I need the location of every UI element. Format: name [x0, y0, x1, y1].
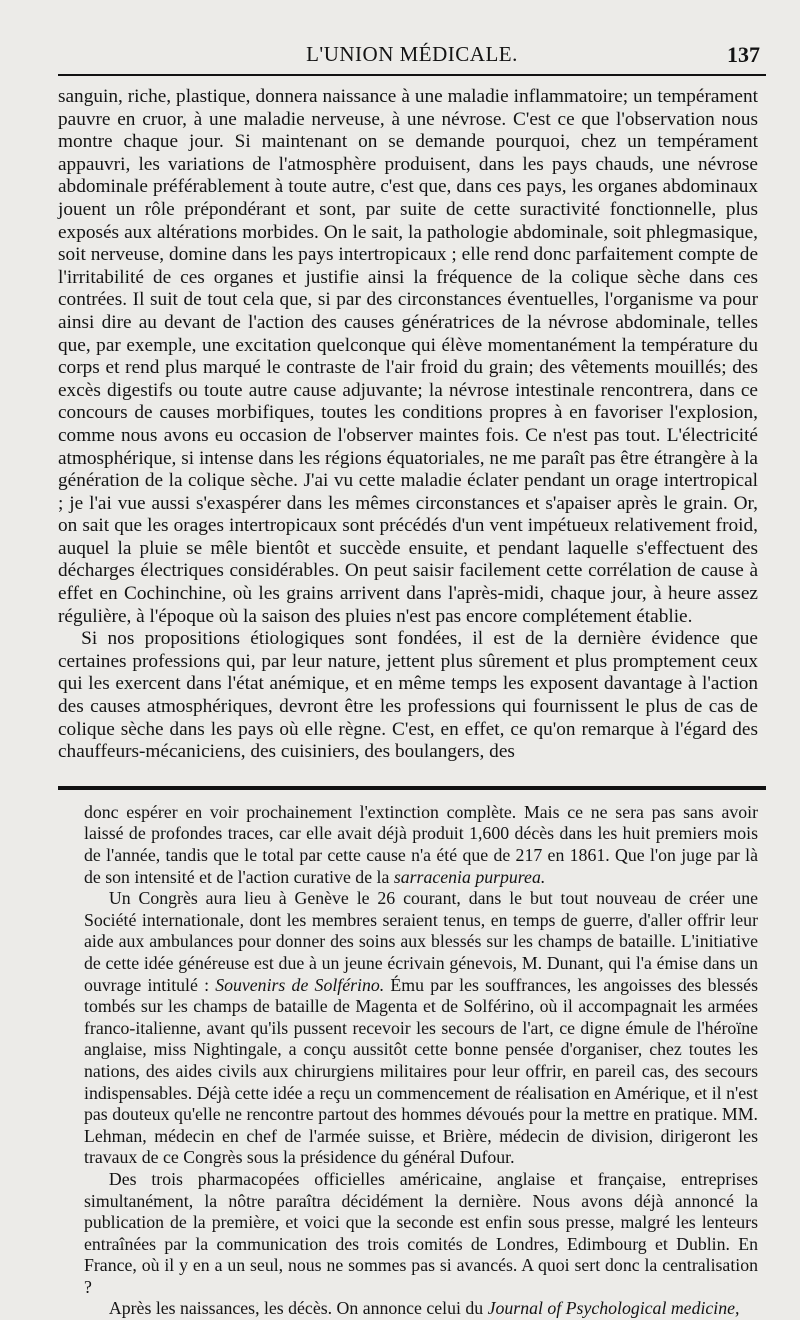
news-paragraph: Des trois pharmacopées officielles américaine, anglaise et française, entreprises simultanément, la nôtre paraîtra décidément la dernière. Nous avons déjà annoncé la publication de la première, et voici que la seconde est enfin sous presse, malgré les lenteurs entraînées par la communication des trois comités de Londres, Edimbourg et Dublin. En France, où il y en a un seul, nous ne sommes pas si avancés. A quoi sert donc la centralisation ? [84, 1168, 758, 1297]
news-paragraph [84, 888, 758, 1169]
news-italic: sarracenia purpurea. [393, 866, 546, 887]
news-column [84, 802, 758, 1320]
news-text: donc espérer en voir prochainement l'extinction complète. Mais ce ne sera pas sans avoir laissé de profondes traces, car elle avait déjà produit 1,600 décès dans les huit premiers mois de l'année, tandis que le total par cette cause n'a été que de 217 en 1861. Que l'on juge par là de son intensité et de l'action curative de la [84, 801, 758, 887]
news-italic: Journal of Psychological medicine, [487, 1298, 740, 1319]
news-text: Ému par les souffrances, les angoisses des blessés tombés sur les champs de bataille de Magenta et de Solférino, où il accompagnait les armées franco-italienne, avant qu'ils pussent recevoir les secours de l'art, ce digne émule de l'héroïne anglaise, miss Nightingale, a conçu aussitôt cette bonne pensée d'organiser, chez toutes les nations, des aides civils aux chirurgiens militaires pour leur offrir, en pareil cas, des secours indispensables. Déjà cette idée a reçu un commencement de réalisation en Amérique, et il n'est pas douteux qu'elle ne rencontre partout des hommes dévoués pour la mettre en pratique. MM. Lehman, médecin en chef de l'armée suisse, et Brière, médecin de division, dirigeront les travaux de ce Congrès sous la présidence du général Dufour. [84, 974, 758, 1168]
news-paragraph [84, 1298, 758, 1320]
news-italic: Souvenirs de Solférino. [215, 974, 385, 995]
section-divider [58, 786, 766, 790]
news-text: Après les naissances, les décès. On annonce celui du [108, 1298, 488, 1319]
news-paragraph [84, 802, 758, 888]
main-paragraph: Si nos propositions étiologiques sont fondées, il est de la dernière évidence que certaines professions qui, par leur nature, jettent plus sûrement et plus promptement ceux qui les exercent dans l'état anémique, et en même temps les exposent davantage à l'action des causes atmosphériques, devront être les professions qui fournissent le plus de cas de colique sèche dans les pays où elle règne. C'est, en effet, ce qu'on remarque à l'égard des chauffeurs-mécaniciens, des cuisiniers, des boulangers, des [58, 628, 758, 763]
page-header [58, 38, 766, 76]
page-number: 137 [727, 42, 760, 67]
main-text [58, 86, 758, 764]
news-text: Un Congrès aura lieu à Genève le 26 courant, dans le but tout nouveau de créer une Société internationale, dont les membres seraient tenus, en temps de guerre, d'aller offrir leur aide aux ambulances pour donner des soins aux blessés sur les champs de bataille. L'initiative de cette idée généreuse est due à un jeune écrivain génevois, M. Dunant, qui l'a émise dans un ouvrage intitulé : [84, 888, 758, 995]
running-head: L'UNION MÉDICALE. [306, 42, 518, 66]
main-paragraph: sanguin, riche, plastique, donnera naissance à une maladie inflammatoire; un tempérament pauvre en cruor, à une maladie nerveuse, à une névrose. C'est ce que l'observation nous montre chaque jour. Si maintenant on se demande pourquoi, chez un tempérament appauvri, les variations de l'atmosphère produisent, dans les pays chauds, une névrose abdominale préférablement à toute autre, c'est que, dans ces pays, les organes abdominaux jouent un rôle prépondérant et sont, par suite de cette suractivité fonctionnelle, plus exposés aux altérations morbides. On le sait, la pathologie abdominale, soit phlegmasique, soit nerveuse, domine dans les pays intertropicaux ; elle rend donc parfaitement compte de l'irritabilité de ces organes et justifie ainsi la fréquence de la colique sèche dans ces contrées. Il suit de tout cela que, si par des circonstances éventuelles, l'organisme va pour ainsi dire au devant de l'action des causes génératrices de la névrose abdominale, telles que, par exemple, une excitation quelconque qui élève momentanément la température du corps et rend plus marqué le contraste de l'air froid du grain; des vêtements mouillés; des excès digestifs ou toute autre cause adjuvante; la névrose intestinale rencontrera, dans ce concours de causes morbifiques, toutes les conditions propres à en favoriser l'explosion, comme nous avons eu occasion de l'observer maintes fois. Ce n'est pas tout. L'électricité atmosphérique, si intense dans les régions équatoriales, ne me paraît pas être étrangère à la génération de la colique sèche. J'ai vu cette maladie éclater pendant un orage intertropical ; je l'ai vue aussi s'exaspérer dans les mêmes circonstances et s'apaiser après le grain. Or, on sait que les orages intertropicaux sont précédés d'un vent impétueux relativement froid, auquel la pluie se mêle bientôt et succède ensuite, et pendant laquelle s'effectuent des décharges électriques considérables. On peut saisir facilement cette corrélation de cause à effet en Cochinchine, où les grains arrivent dans l'après-midi, chaque jour, à heure assez régulière, à l'époque où la saison des pluies n'est pas encore complétement établie. [58, 86, 758, 627]
